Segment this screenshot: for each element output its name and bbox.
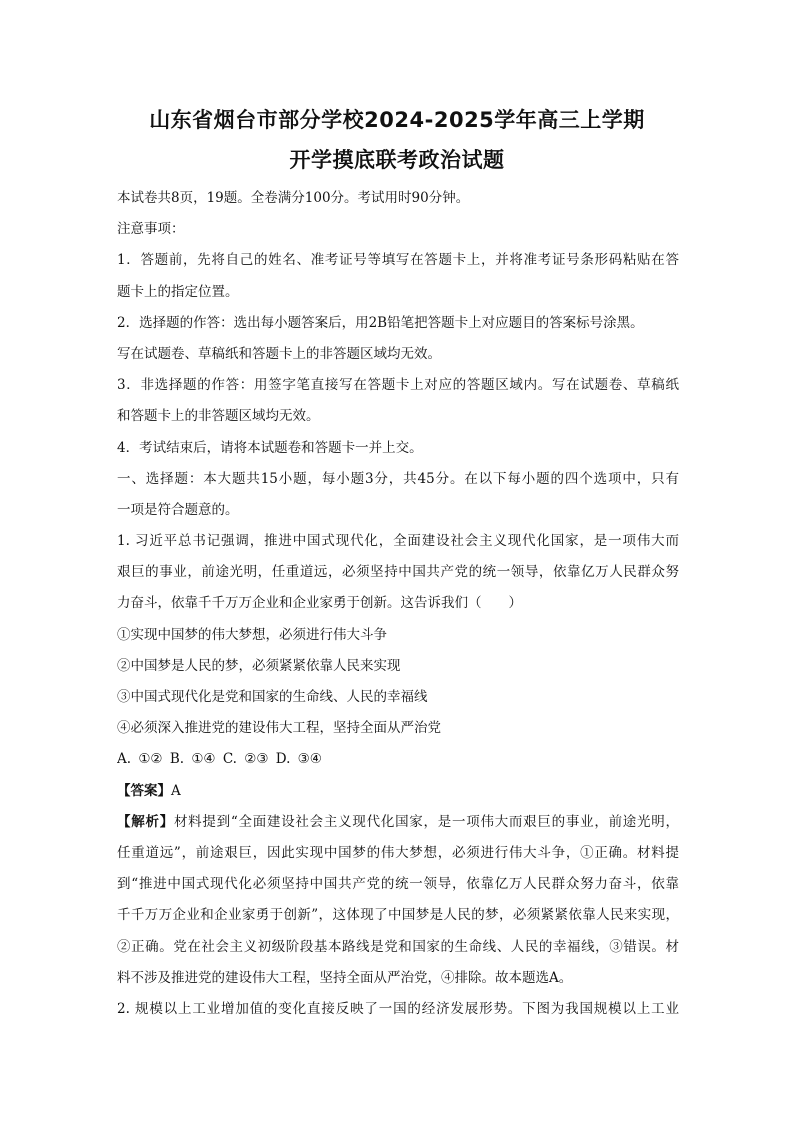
question-1-analysis-line-2: 任重道远”，前途艰巨，因此实现中国梦的伟大梦想，必须进行伟大斗争，①正确。材料提 — [117, 844, 679, 861]
analysis-text-line-1: 材料提到“全面建设社会主义现代化国家，是一项伟大而艰巨的事业，前途光明， — [173, 813, 679, 830]
question-1-stem-line-2: 艰巨的事业，前途光明，任重道远，必须坚持中国共产党的统一领导，依靠亿万人民群众努 — [117, 564, 679, 581]
question-1-item-1: ①实现中国梦的伟大梦想，必须进行伟大斗争 — [117, 626, 387, 643]
question-1-item-3: ③中国式现代化是党和国家的生命线、人民的幸福线 — [117, 689, 428, 705]
answer-tag: 【答案】 — [117, 782, 171, 799]
document-title-line2: 开学摸底联考政治试题 — [289, 148, 505, 172]
question-1-analysis-line-3: 到“推进中国式现代化必须坚持中国共产党的统一领导，依靠亿万人民群众努力奋斗，依靠 — [117, 876, 679, 893]
section-heading-line-1: 一、选择题：本大题共15小题，每小题3分，共45分。在以下每小题的四个选项中，只有 — [117, 470, 679, 487]
question-1-stem-line-1: 1. 习近平总书记强调，推进中国式现代化，全面建设社会主义现代化国家，是一项伟大而 — [117, 533, 679, 550]
question-1-analysis-line-6: 料不涉及推进党的建设伟大工程，坚持全面从严治党，④排除。故本题选A。 — [117, 969, 573, 986]
question-1-item-4: ④必须深入推进党的建设伟大工程，坚持全面从严治党 — [117, 720, 441, 737]
note-4: 4．考试结束后，请将本试题卷和答题卡一并上交。 — [117, 439, 423, 456]
question-2-stem-line-1: 2. 规模以上工业增加值的变化直接反映了一国的经济发展形势。下图为我国规模以上工业 — [117, 1000, 679, 1017]
analysis-tag: 【解析】 — [117, 813, 174, 830]
answer-value: A — [171, 782, 181, 799]
question-1-analysis-line-5: ②正确。党在社会主义初级阶段基本路线是党和国家的生命线、人民的幸福线，③错误。材 — [117, 938, 679, 955]
note-3-line-2: 和答题卡上的非答题区域均无效。 — [117, 408, 320, 425]
question-1-answer — [117, 776, 679, 807]
document-title-line1: 山东省烟台市部分学校2024-2025学年高三上学期 — [149, 108, 645, 132]
note-2-line-2: 写在试题卷、草稿纸和答题卡上的非答题区域均无效。 — [117, 345, 441, 362]
notes-title: 注意事项： — [117, 221, 185, 238]
question-1-stem-line-3: 力奋斗，依靠千千万万企业和企业家勇于创新。这告诉我们（ ） — [117, 595, 522, 612]
section-heading-line-2: 一项是符合题意的。 — [117, 501, 239, 518]
question-1-analysis-line-4: 千千万万企业和企业家勇于创新”，这体现了中国梦是人民的梦，必须紧紧依靠人民来实现， — [117, 907, 679, 924]
question-1-analysis-line-1 — [117, 807, 679, 838]
question-1-options: A. ①② B. ①④ C. ②③ D. ③④ — [117, 751, 322, 768]
note-2-line-1: 2．选择题的作答：选出每小题答案后，用2B铅笔把答题卡上对应题目的答案标号涂黑。 — [117, 314, 644, 331]
note-1-line-1: 1．答题前，先将自己的姓名、准考证号等填写在答题卡上，并将准考证号条形码粘贴在答 — [117, 252, 679, 269]
document-body — [117, 183, 679, 1025]
note-1-line-2: 题卡上的指定位置。 — [117, 283, 239, 300]
exam-summary: 本试卷共8页，19题。全卷满分100分。考试用时90分钟。 — [117, 190, 470, 206]
note-3-line-1: 3．非选择题的作答：用签字笔直接写在答题卡上对应的答题区域内。写在试题卷、草稿纸 — [117, 377, 679, 394]
question-1-item-2: ②中国梦是人民的梦，必须紧紧依靠人民来实现 — [117, 657, 401, 674]
